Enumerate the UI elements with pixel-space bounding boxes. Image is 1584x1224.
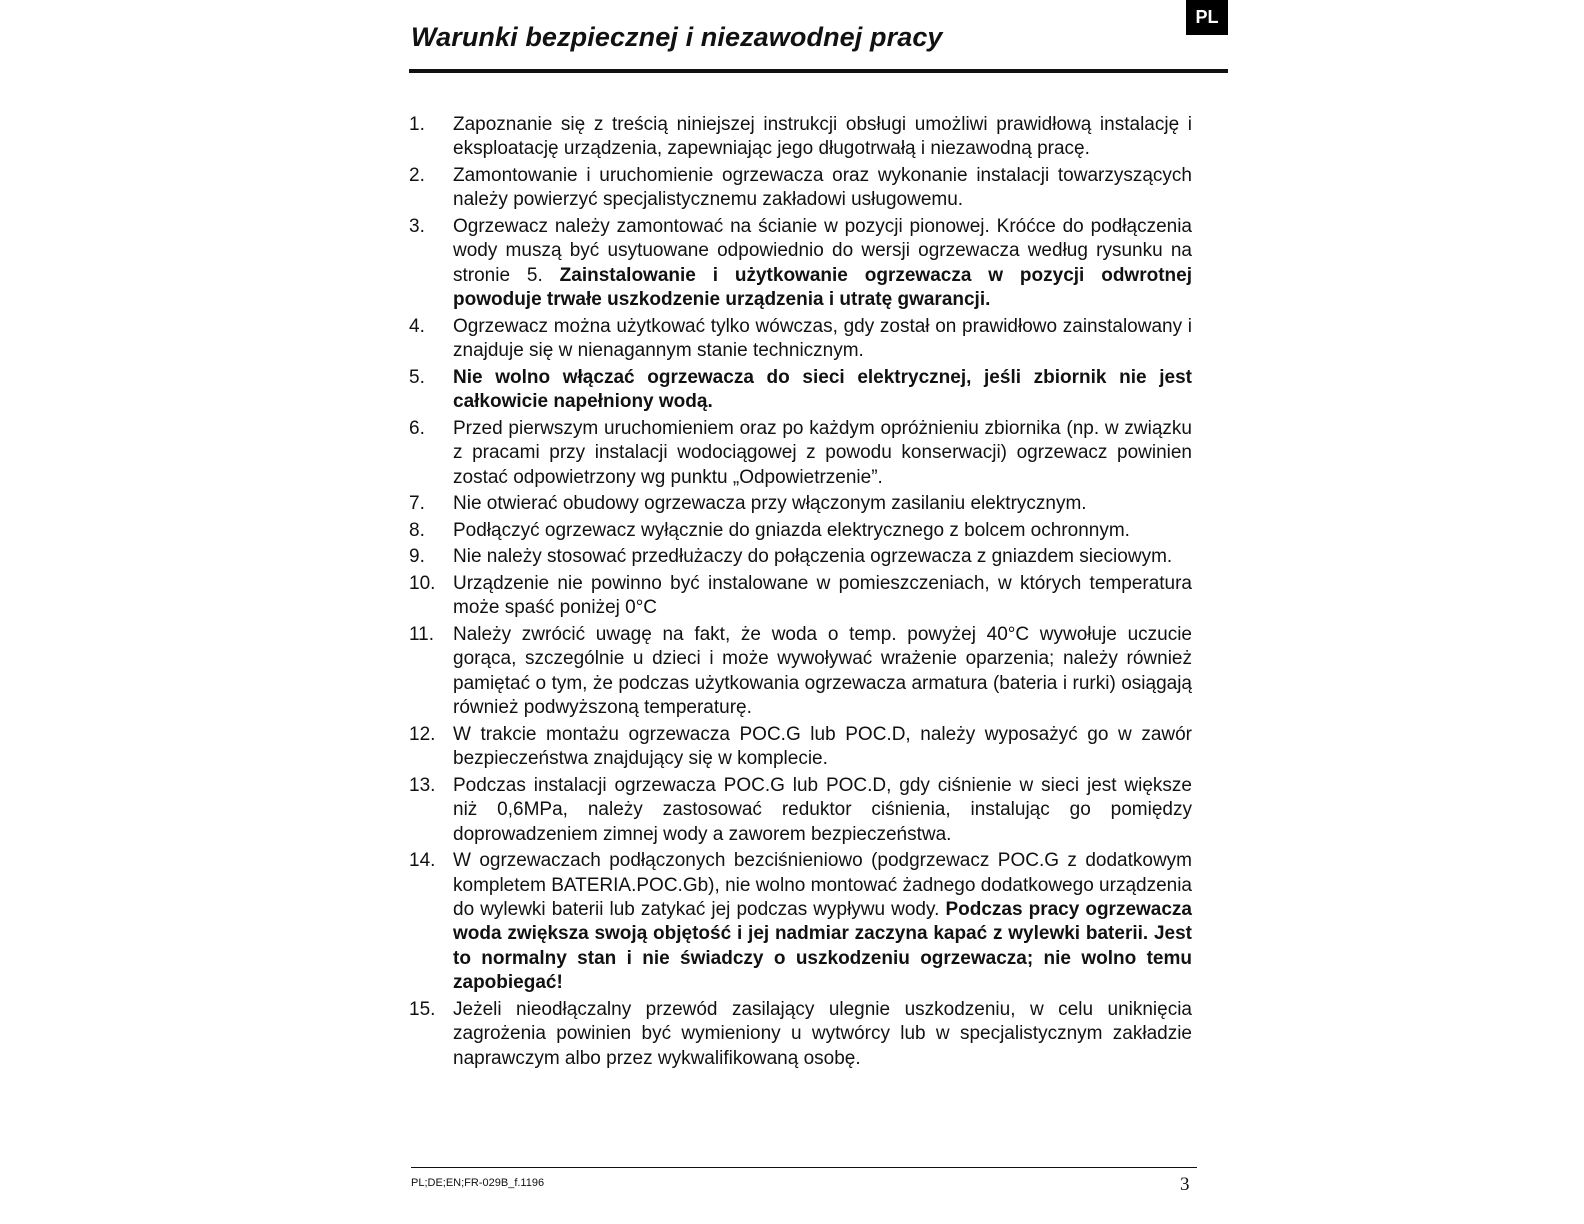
- list-item: [409, 113, 1192, 162]
- item-regular-text: Podłączyć ogrzewacz wyłącznie do gniazda elektrycznego z bolcem ochronnym.: [453, 519, 1130, 541]
- item-regular-text: Jeżeli nieodłączalny przewód zasilający ulegnie uszkodzeniu, w celu uniknięcia zagrożenia powinien być wymieniony u wytwórcy lub w specjalistycznym zakładzie naprawczym albo przez wykwalifikowaną osobę.: [453, 998, 1192, 1069]
- item-bold-text: Zainstalowanie i użytkowanie ogrzewacza w pozycji odwrotnej powoduje trwałe uszkodzenie urządzenia i utratę gwarancji.: [453, 264, 1192, 311]
- item-number: 6.: [409, 417, 425, 439]
- item-regular-text: Nie należy stosować przedłużaczy do połączenia ogrzewacza z gniazdem sieciowym.: [453, 546, 1173, 568]
- item-regular-text: Urządzenie nie powinno być instalowane w pomieszczeniach, w których temperatura może spaść poniżej 0°C: [453, 573, 1192, 619]
- item-text: [453, 623, 1192, 721]
- item-number: 3.: [409, 216, 425, 237]
- item-text: [453, 572, 1192, 621]
- item-text: [453, 113, 1192, 162]
- list-item: [409, 849, 1192, 995]
- item-text: [453, 774, 1192, 847]
- list-item: [409, 723, 1192, 772]
- item-bold-text: Podczas pracy ogrzewacza woda zwiększa swoją objętość i jej nadmiar zaczyna kapać z wylewki baterii. Jest to normalny stan i nie świadczy o uszkodzeniu ogrzewacza; nie wolno temu zapobiegać!: [453, 899, 1192, 994]
- list-item: [409, 215, 1192, 313]
- list-item: [409, 774, 1192, 847]
- item-text: [453, 215, 1192, 313]
- list-item: [409, 998, 1192, 1071]
- title-divider: [409, 69, 1228, 73]
- item-number: 7.: [409, 493, 425, 515]
- list-item: [409, 417, 1192, 490]
- item-text: [453, 417, 1192, 490]
- item-number: 11.: [409, 624, 435, 645]
- item-number: 10.: [409, 573, 436, 594]
- item-regular-text: Zamontowanie i uruchomienie ogrzewacza oraz wykonanie instalacji towarzyszących należy powierzyć specjalistycznemu zakładowi usługowemu.: [453, 165, 1192, 211]
- list-item: [409, 164, 1192, 213]
- item-regular-text: W ogrzewaczach podłączonych bezciśnieniowo (podgrzewacz POC.G z dodatkowym kompletem BATERIA.POC.Gb), nie wolno montować żadnego dodatkowego urządzenia do wylewki baterii lub zatykać jej podczas wypływu wody.: [453, 850, 1192, 921]
- item-number: 14.: [409, 850, 436, 872]
- item-text: [453, 164, 1192, 213]
- item-text: [453, 998, 1192, 1071]
- list-item: [409, 519, 1192, 543]
- list-item: [409, 623, 1192, 721]
- list-item: [409, 545, 1192, 569]
- item-number: 15.: [409, 998, 436, 1020]
- item-regular-text: Zapoznanie się z treścią niniejszej instrukcji obsługi umożliwi prawidłową instalację i eksploatację urządzenia, zapewniając jego długotrwałą i niezawodną pracę.: [453, 114, 1192, 160]
- item-text: [453, 492, 1192, 516]
- item-text: [453, 723, 1192, 772]
- item-number: 12.: [409, 723, 436, 745]
- item-bold-text: Nie wolno włączać ogrzewacza do sieci elektrycznej, jeśli zbiornik nie jest całkowicie napełniony wodą.: [453, 366, 1192, 413]
- language-badge: PL: [1186, 0, 1228, 35]
- item-regular-text: Należy zwrócić uwagę na fakt, że woda o temp. powyżej 40°C wywołuje uczucie gorąca, szczególnie u dzieci i może wywoływać wrażenie oparzenia; należy również pamiętać o tym, że podczas użytkowania ogrzewacza armatura (bateria i rurki) osiągają również podwyższoną temperaturę.: [453, 624, 1192, 719]
- item-number: 2.: [409, 165, 425, 186]
- list-item: [409, 492, 1192, 516]
- item-regular-text: Podczas instalacji ogrzewacza POC.G lub POC.D, gdy ciśnienie w sieci jest większe niż 0,6MPa, należy zastosować reduktor ciśnienia, instalując go pomiędzy doprowadzeniem zimnej wody a zaworem bezpieczeństwa.: [453, 774, 1192, 845]
- list-item: [409, 315, 1192, 364]
- item-text: [453, 849, 1192, 995]
- item-regular-text: Ogrzewacz można użytkować tylko wówczas, gdy został on prawidłowo zainstalowany i znajduje się w nienagannym stanie technicznym.: [453, 315, 1192, 362]
- list-item: [409, 366, 1192, 415]
- footer-divider: [411, 1167, 1197, 1168]
- item-text: [453, 545, 1192, 569]
- page-number: 3: [1180, 1174, 1190, 1195]
- item-number: 4.: [409, 315, 425, 337]
- item-regular-text: W trakcie montażu ogrzewacza POC.G lub POC.D, należy wyposażyć go w zawór bezpieczeństwa znajdujący się w komplecie.: [453, 723, 1192, 770]
- item-number: 8.: [409, 519, 425, 541]
- document-code: PL;DE;EN;FR-029B_f.1196: [411, 1177, 545, 1189]
- item-number: 5.: [409, 366, 425, 388]
- item-text: [453, 366, 1192, 415]
- item-text: [453, 315, 1192, 364]
- list-item: [409, 572, 1192, 621]
- item-regular-text: Nie otwierać obudowy ogrzewacza przy włączonym zasilaniu elektrycznym.: [453, 493, 1087, 515]
- item-regular-text: Ogrzewacz należy zamontować na ścianie w pozycji pionowej. Króćce do podłączenia wody muszą być usytuowane odpowiednio do wersji ogrzewacza według rysunku na stronie 5.: [453, 216, 1192, 286]
- item-number: 1.: [409, 114, 425, 135]
- item-number: 9.: [409, 546, 425, 568]
- safety-conditions-list: [409, 113, 1192, 1073]
- item-regular-text: Przed pierwszym uruchomieniem oraz po każdym opróżnieniu zbiornika (np. w związku z pracami przy instalacji wodociągowej z powodu konserwacji) ogrzewacz powinien zostać odpowietrzony wg punktu „Odpowietrzenie”.: [453, 417, 1192, 488]
- page-title: Warunki bezpiecznej i niezawodnej pracy: [411, 22, 943, 52]
- item-number: 13.: [409, 774, 436, 796]
- item-text: [453, 519, 1192, 543]
